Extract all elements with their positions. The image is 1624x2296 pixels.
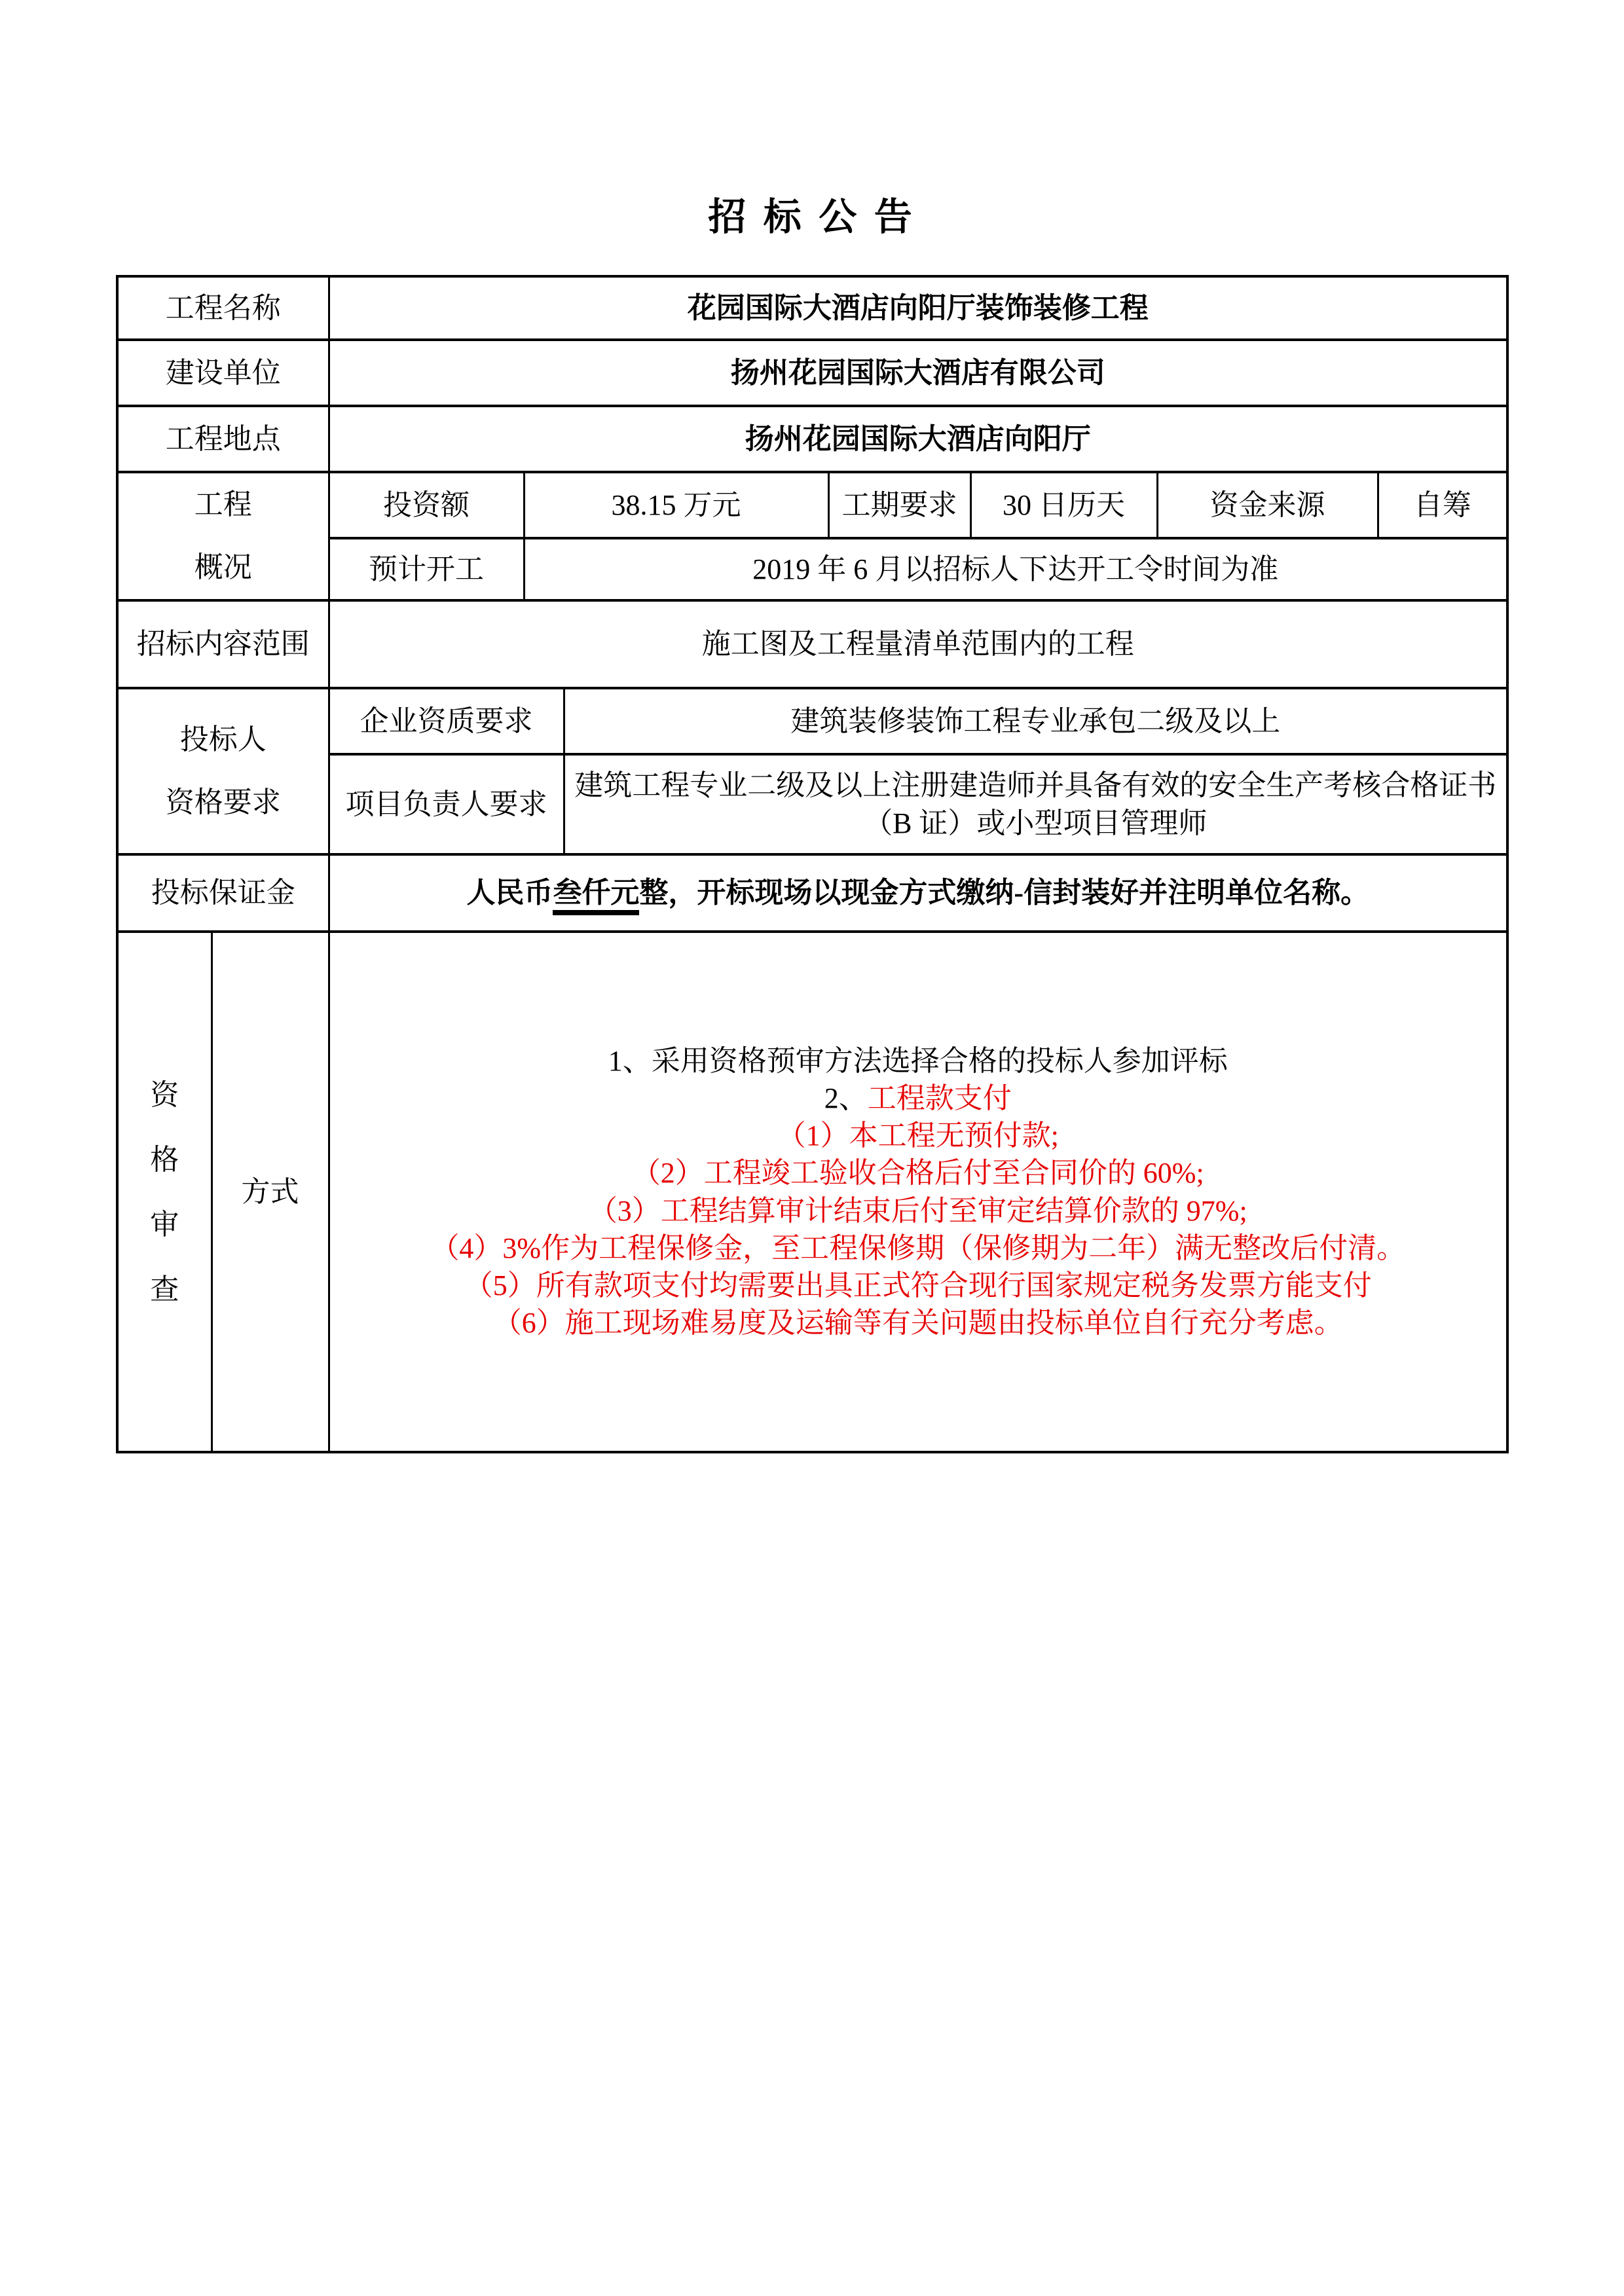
project-name-label: 工程名称 — [117, 276, 329, 340]
qualification-review-label-char: 审 — [150, 1208, 179, 1241]
overview-label-line1: 工程 — [194, 488, 252, 520]
start-date-label: 预计开工 — [329, 538, 524, 600]
bid-bond-value — [329, 854, 1507, 932]
announcement-table — [116, 275, 1509, 1453]
investment-value: 38.15 万元 — [524, 472, 828, 538]
qualification-review-label-char: 资 — [150, 1078, 179, 1111]
overview-label-line2: 概况 — [194, 551, 252, 583]
owner-label: 建设单位 — [117, 340, 329, 406]
qualification-review-label — [117, 932, 212, 1452]
duration-label: 工期要求 — [828, 472, 970, 538]
review-item — [334, 1042, 1503, 1080]
review-item: （3）工程结算审计结束后付至审定结算价款的 97%; — [588, 1194, 1247, 1227]
start-date-value: 2019 年 6 月以招标人下达开工令时间为准 — [524, 538, 1507, 600]
review-item: （6）施工现场难易度及运输等有关问题由投标单位自行充分考虑。 — [492, 1307, 1343, 1339]
review-item-text: 采用资格预审方法选择合格的投标人参加评标 — [651, 1044, 1228, 1077]
project-manager-value: 建筑工程专业二级及以上注册建造师并具备有效的安全生产考核合格证书（B 证）或小型项目管理师 — [564, 754, 1507, 854]
review-item: （2）工程竣工验收合格后付至合同价的 60%; — [631, 1157, 1204, 1190]
table-row — [117, 854, 1507, 932]
project-name-value: 花园国际大酒店向阳厅装饰装修工程 — [329, 276, 1507, 340]
review-item: （5）所有款项支付均需要出具正式符合现行国家规定税务发票方能支付 — [464, 1269, 1372, 1302]
review-item — [334, 1080, 1503, 1117]
table-row — [117, 276, 1507, 340]
enterprise-qualification-value: 建筑装修装饰工程专业承包二级及以上 — [564, 688, 1507, 754]
location-label: 工程地点 — [117, 406, 329, 472]
review-method-label: 方式 — [212, 932, 329, 1452]
review-content — [329, 932, 1507, 1452]
table-row — [117, 688, 1507, 754]
enterprise-qualification-label: 企业资质要求 — [329, 688, 564, 754]
bid-bond-label: 投标保证金 — [117, 854, 329, 932]
review-item-text: 工程款支付 — [867, 1082, 1012, 1114]
location-value: 扬州花园国际大酒店向阳厅 — [329, 406, 1507, 472]
overview-label — [117, 472, 329, 600]
review-item-number: 2、 — [824, 1082, 868, 1114]
bidder-qualification-label — [117, 688, 329, 854]
project-manager-label: 项目负责人要求 — [329, 754, 564, 854]
page-title: 招 标 公 告 — [708, 196, 916, 238]
bid-bond-amount-underlined: 叁仟元 — [553, 877, 639, 915]
qualification-review-label-char: 查 — [150, 1273, 179, 1305]
table-row — [117, 406, 1507, 472]
qualification-review-label-char: 格 — [150, 1143, 179, 1176]
funding-value: 自筹 — [1378, 472, 1507, 538]
duration-value: 30 日历天 — [970, 472, 1157, 538]
bid-bond-value-suffix: 整，开标现场以现金方式缴纳-信封装好并注明单位名称。 — [639, 877, 1370, 909]
investment-label: 投资额 — [329, 472, 524, 538]
funding-label: 资金来源 — [1157, 472, 1378, 538]
owner-value: 扬州花园国际大酒店有限公司 — [329, 340, 1507, 406]
bidder-qualification-label-line1: 投标人 — [179, 723, 267, 756]
review-item: （4）3%作为工程保修金，至工程保修期（保修期为二年）满无整改后付清。 — [430, 1231, 1406, 1264]
bid-bond-value-prefix: 人民币 — [466, 877, 553, 909]
table-row — [117, 472, 1507, 538]
table-row — [117, 340, 1507, 406]
review-item-number: 1、 — [608, 1044, 652, 1077]
scope-label: 招标内容范围 — [117, 600, 329, 688]
scope-value: 施工图及工程量清单范围内的工程 — [329, 600, 1507, 688]
review-item: （1）本工程无预付款; — [777, 1120, 1059, 1152]
bidder-qualification-label-line2: 资格要求 — [165, 786, 281, 818]
table-row — [117, 932, 1507, 1452]
table-row — [117, 600, 1507, 688]
